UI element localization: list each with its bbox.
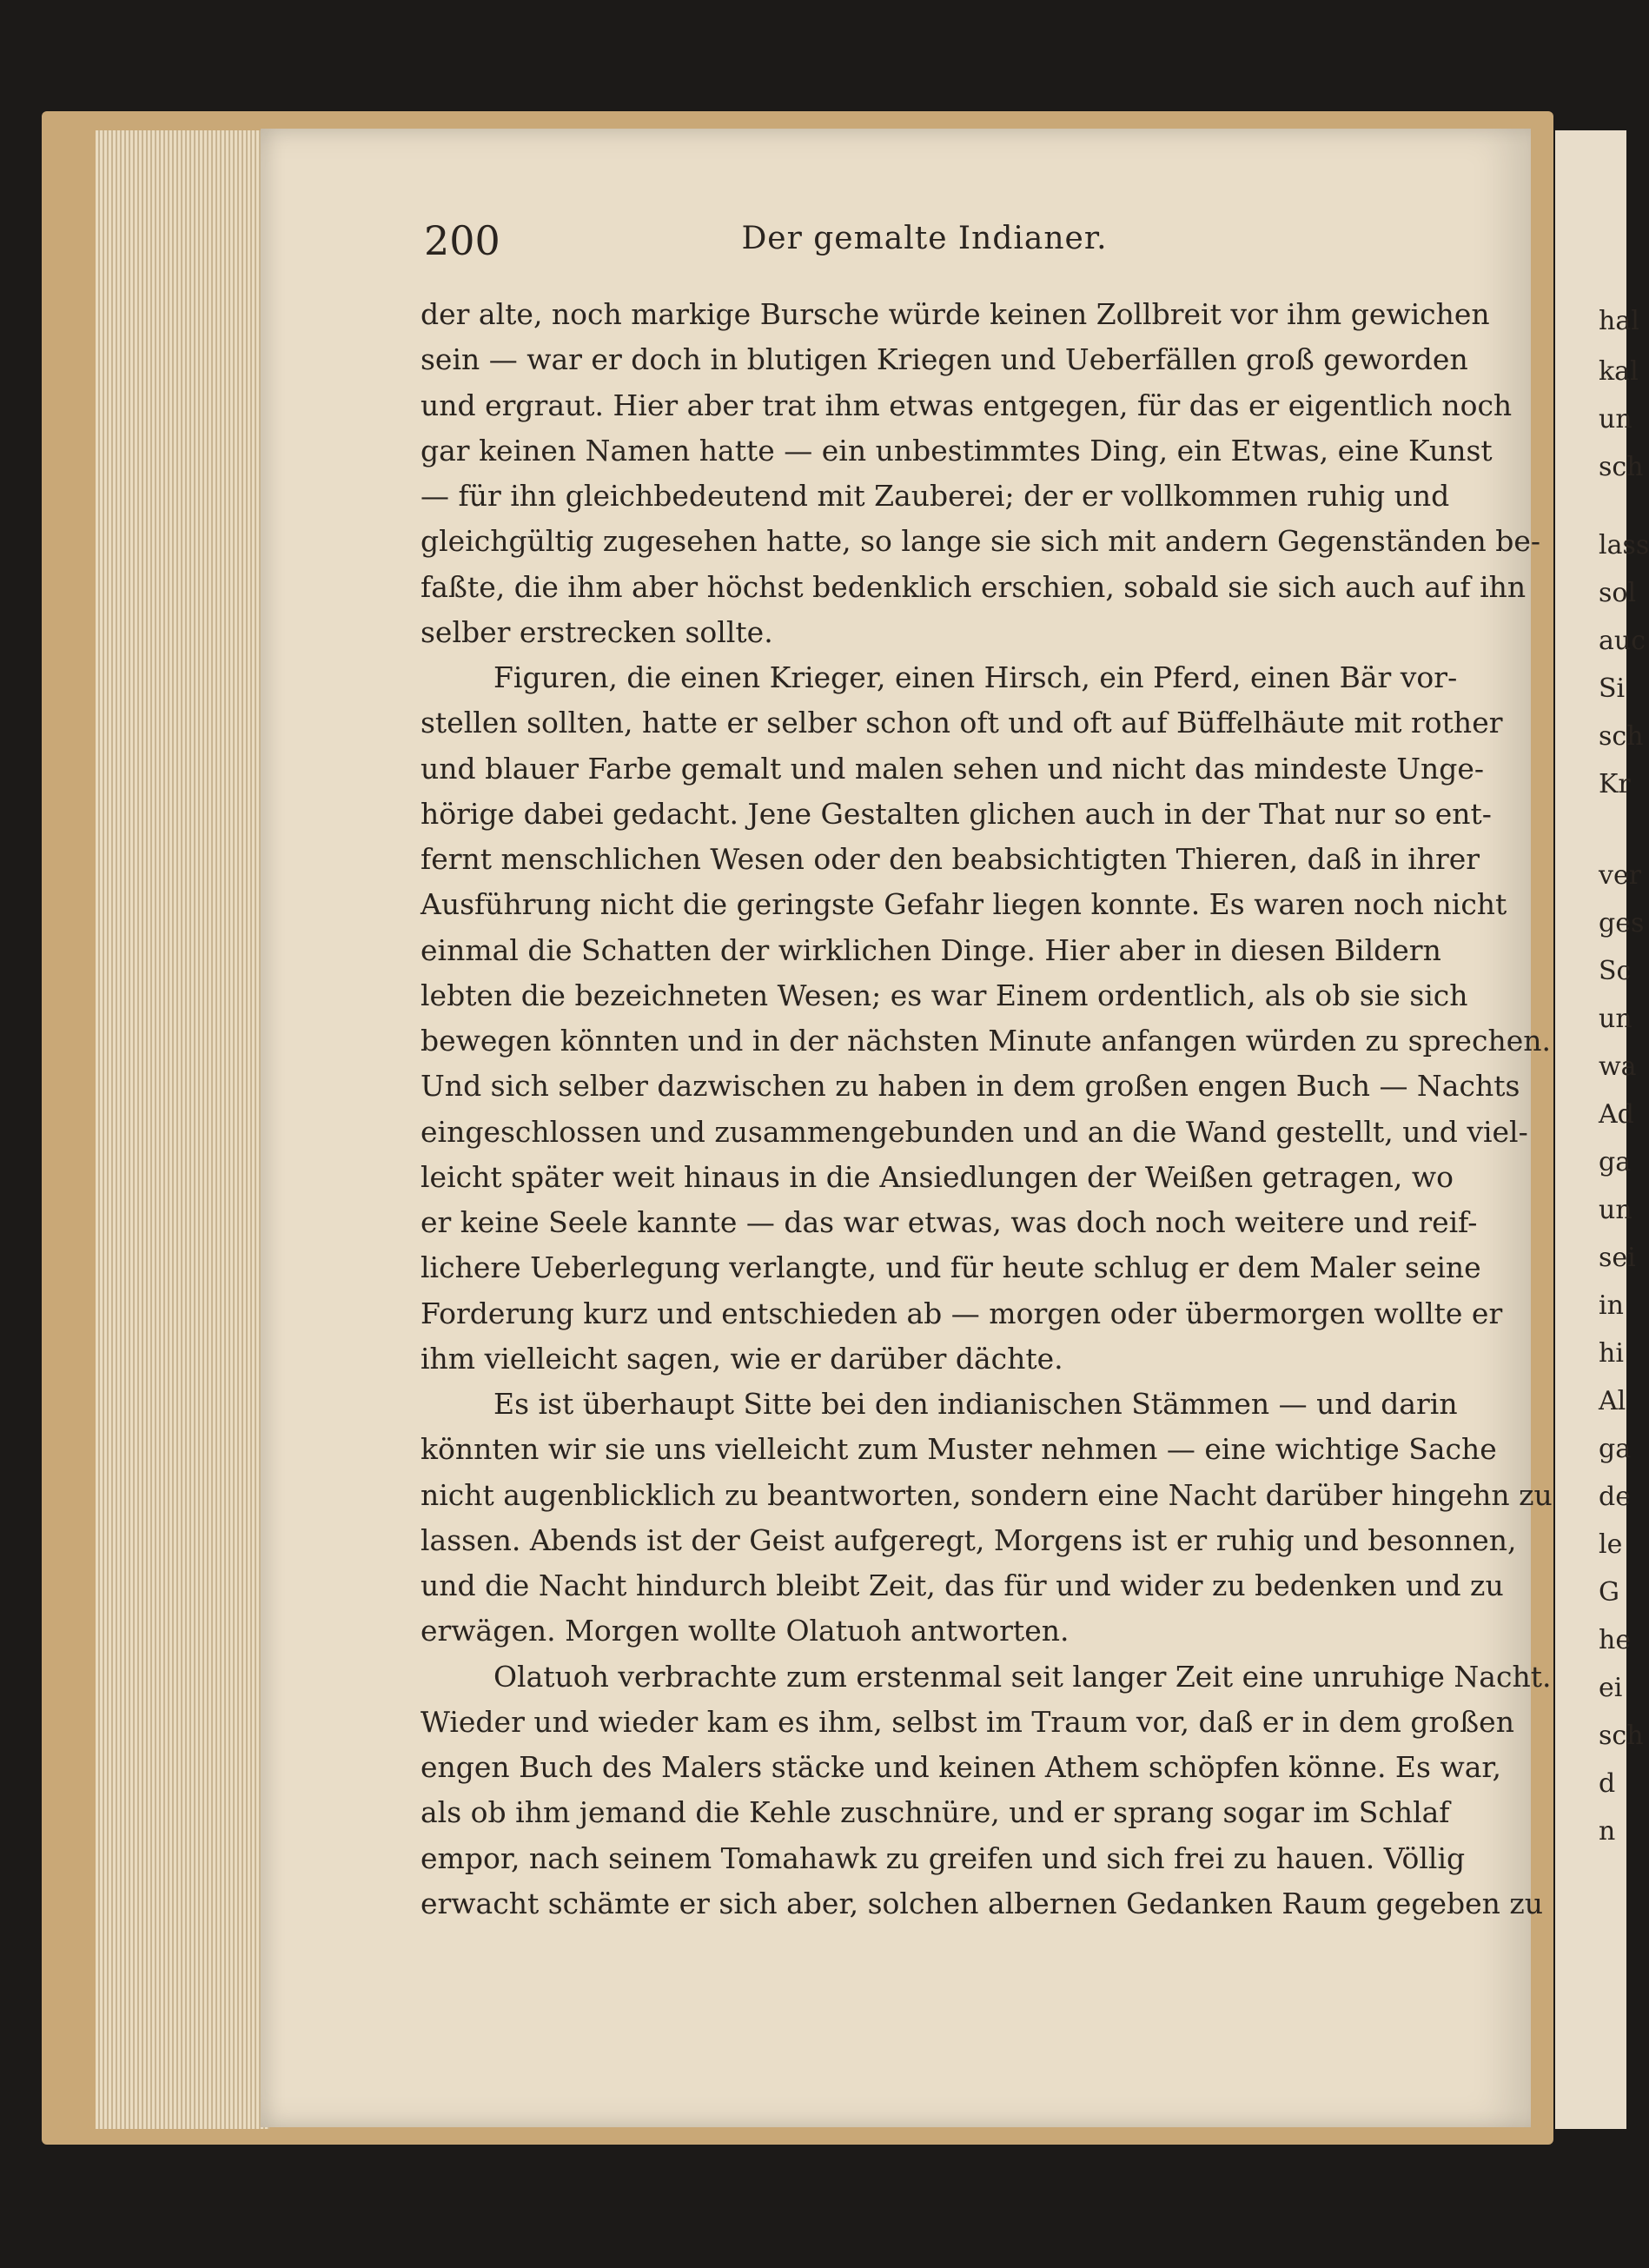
body-text — [421, 292, 1553, 1926]
text-line: leicht später weit hinaus in die Ansiedlungen der Weißen getragen, wo — [421, 1159, 1454, 1194]
right-page-fragment: ga — [1599, 1147, 1632, 1177]
text-line: könnten wir sie uns vielleicht zum Muster nehmen — eine wichtige Sache — [421, 1432, 1497, 1467]
text-line: lassen. Abends ist der Geist aufgeregt, Morgens ist er ruhig und besonnen, — [421, 1522, 1517, 1557]
running-title: Der gemalte Indianer. — [741, 221, 1108, 256]
text-line: gleichgültig zugesehen hatte, so lange sie sich mit andern Gegenständen be- — [421, 524, 1541, 559]
text-line: er keine Seele kannte — das war etwas, was doch noch weitere und reif- — [421, 1205, 1478, 1239]
text-line: Olatuoh verbrachte zum erstenmal seit langer Zeit eine unruhige Nacht. — [493, 1659, 1552, 1694]
text-line: sein — war er doch in blutigen Kriegen und Ueberfällen groß geworden — [421, 342, 1468, 377]
right-page-fragment: wa — [1599, 1051, 1637, 1082]
text-line: Wieder und wieder kam es ihm, selbst im Traum vor, daß er in dem großen — [421, 1704, 1514, 1739]
right-page-fragment: he — [1599, 1625, 1632, 1655]
text-line: Und sich selber dazwischen zu haben in dem großen engen Buch — Nachts — [421, 1069, 1520, 1104]
right-page-fragment: ga — [1599, 1434, 1632, 1464]
right-page-fragment: lass — [1599, 530, 1649, 560]
right-page-fragment: Sc — [1599, 956, 1632, 986]
text-line: — für ihn gleichbedeutend mit Zauberei; der er vollkommen ruhig und — [421, 479, 1450, 513]
right-page-fragment: ei — [1599, 1673, 1623, 1703]
page-edges — [96, 130, 269, 2129]
right-page-fragment: ver — [1599, 860, 1642, 891]
text-line: lebten die bezeichneten Wesen; es war Einem ordentlich, als ob sie sich — [421, 978, 1468, 1012]
text-line: nicht augenblicklich zu beantworten, sondern eine Nacht darüber hingehn zu — [421, 1477, 1553, 1512]
right-page-fragment: G — [1599, 1577, 1619, 1608]
right-page-fragment: sch — [1599, 452, 1644, 482]
right-page — [1555, 130, 1649, 2129]
right-page-fragment: hal — [1599, 306, 1639, 336]
text-line: eingeschlossen und zusammengebunden und an die Wand gestellt, und viel- — [421, 1114, 1528, 1149]
text-line: erwägen. Morgen wollte Olatuoh antworten. — [421, 1614, 1070, 1648]
right-page-fragment: in — [1599, 1290, 1624, 1321]
right-page-fragment: auc — [1599, 626, 1646, 656]
right-page-fragment: ges — [1599, 908, 1645, 938]
right-page-fragment: n — [1599, 1816, 1616, 1847]
text-line: Figuren, die einen Krieger, einen Hirsch, ein Pferd, einen Bär vor- — [493, 660, 1458, 694]
text-line: und ergraut. Hier aber trat ihm etwas entgegen, für das er eigentlich noch — [421, 388, 1513, 422]
right-page-fragment: Al — [1599, 1386, 1626, 1416]
text-line: der alte, noch markige Bursche würde keinen Zollbreit vor ihm gewichen — [421, 297, 1490, 331]
text-line: ihm vielleicht sagen, wie er darüber dächte. — [421, 1341, 1063, 1376]
right-page-fragment: un — [1599, 1195, 1632, 1225]
page-header — [424, 217, 1425, 269]
text-line: und die Nacht hindurch bleibt Zeit, das für und wider zu bedenken und zu — [421, 1568, 1504, 1602]
page-number: 200 — [424, 217, 500, 264]
text-line: als ob ihm jemand die Kehle zuschnüre, und er sprang sogar im Schlaf — [421, 1795, 1450, 1830]
text-line: erwacht schämte er sich aber, solchen albernen Gedanken Raum gegeben zu — [421, 1886, 1544, 1920]
text-line: hörige dabei gedacht. Jene Gestalten glichen auch in der That nur so ent- — [421, 796, 1492, 831]
right-page-fragment: un — [1599, 404, 1632, 434]
right-page-fragment: le — [1599, 1529, 1623, 1560]
text-line: Ausführung nicht die geringste Gefahr liegen konnte. Es waren noch nicht — [421, 887, 1507, 922]
text-line: selber erstrecken sollte. — [421, 614, 773, 649]
right-page-fragment: Ad — [1599, 1099, 1634, 1130]
text-line: engen Buch des Malers stäcke und keinen Athem schöpfen könne. Es war, — [421, 1750, 1502, 1784]
text-line: Es ist überhaupt Sitte bei den indianischen Stämmen — und darin — [493, 1387, 1458, 1421]
right-page-fragment: sch — [1599, 1721, 1644, 1751]
right-page-fragment: kal — [1599, 356, 1639, 387]
right-page-fragment: un — [1599, 1004, 1632, 1034]
text-line: lichere Ueberlegung verlangte, und für heute schlug er dem Maler seine — [421, 1250, 1481, 1285]
text-line: einmal die Schatten der wirklichen Dinge. Hier aber in diesen Bildern — [421, 932, 1441, 967]
right-page-fragment: sch — [1599, 721, 1644, 752]
right-page-fragment: hi — [1599, 1338, 1624, 1369]
text-line: bewegen könnten und in der nächsten Minute anfangen würden zu sprechen. — [421, 1024, 1551, 1058]
text-line: faßte, die ihm aber höchst bedenklich erschien, sobald sie sich auch auf ihn — [421, 569, 1526, 604]
right-page-fragment: d — [1599, 1768, 1616, 1799]
right-page-fragment: sei — [1599, 1243, 1636, 1273]
text-line: fernt menschlichen Wesen oder den beabsichtigten Thieren, daß in ihrer — [421, 842, 1480, 876]
text-line: gar keinen Namen hatte — ein unbestimmtes Ding, ein Etwas, eine Kunst — [421, 433, 1493, 468]
right-page-fragment: Kr — [1599, 769, 1631, 799]
right-page-fragment: de — [1599, 1482, 1631, 1512]
text-line: stellen sollten, hatte er selber schon oft und oft auf Büffelhäute mit rother — [421, 706, 1503, 740]
text-line: und blauer Farbe gemalt und malen sehen und nicht das mindeste Unge- — [421, 751, 1485, 786]
text-line: empor, nach seinem Tomahawk zu greifen und sich frei zu hauen. Völlig — [421, 1840, 1466, 1875]
text-line: Forderung kurz und entschieden ab — morgen oder übermorgen wollte er — [421, 1296, 1503, 1330]
right-page-fragment: Si — [1599, 673, 1626, 704]
right-page-fragment: sol — [1599, 578, 1637, 608]
